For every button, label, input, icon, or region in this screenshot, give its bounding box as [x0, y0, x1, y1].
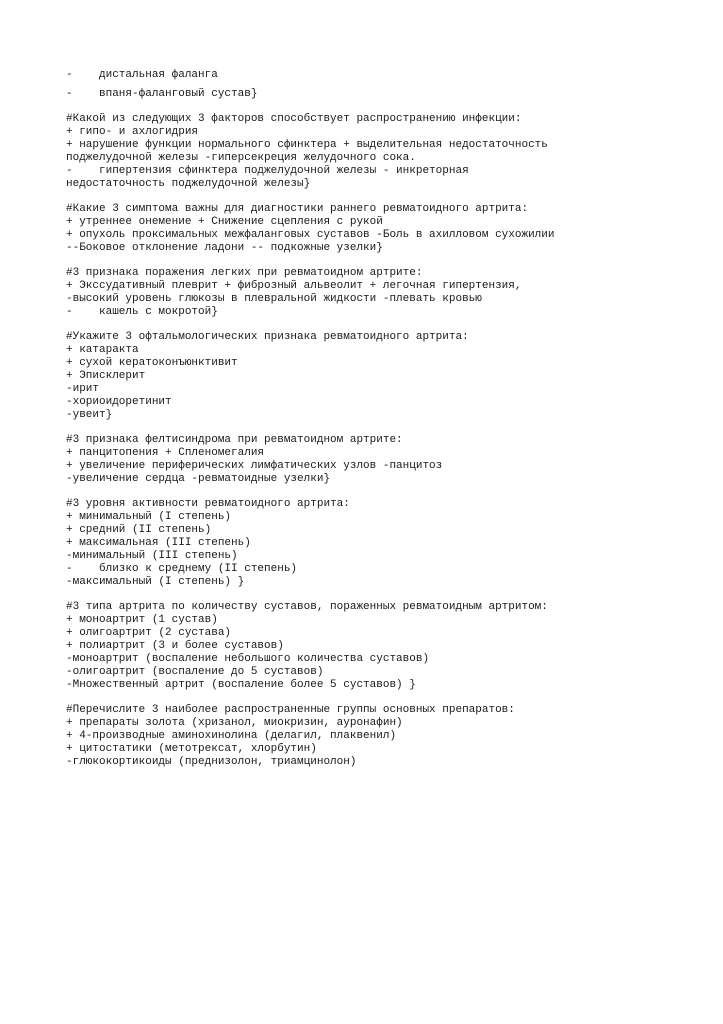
answer-line: + нарушение функции нормального сфинктера + выделительная недостаточность: [66, 139, 548, 151]
answer-line: + утреннее онемение + Снижение сцепления с рукой: [66, 216, 383, 228]
question-block-lung-signs: [66, 267, 666, 319]
document-text: [66, 69, 666, 781]
answer-line: - кашель с мокротой}: [66, 306, 218, 318]
answer-line: + полиартрит (3 и более суставов): [66, 640, 284, 652]
question-line: #Какой из следующих 3 факторов способствует распространению инфекции:: [66, 113, 522, 125]
answer-line: + 4-производные аминохинолина (делагил, плаквенил): [66, 730, 397, 742]
answer-line: -олигоартрит (воспаление до 5 суставов): [66, 666, 324, 678]
question-block-infection-factors: [66, 113, 666, 191]
question-block-eye-signs: [66, 331, 666, 422]
answer-line: + моноартрит (1 сустав): [66, 614, 218, 626]
question-line: #3 уровня активности ревматоидного артрита:: [66, 498, 350, 510]
answer-line: -максимальный (I степень) }: [66, 576, 245, 588]
question-line: #Перечислите 3 наиболее распространенные группы основных препаратов:: [66, 704, 515, 716]
question-line: #3 типа артрита по количеству суставов, пораженных ревматоидным артритом:: [66, 601, 548, 613]
answer-line: недостаточность поджелудочной железы}: [66, 178, 311, 190]
answer-line: -глюкокортикоиды (преднизолон, триамцинолон): [66, 756, 357, 768]
answer-line: + гипо- и ахлогидрия: [66, 126, 199, 138]
block-fragment-end: [66, 69, 666, 101]
question-line: #3 признака фелтисиндрома при ревматоидном артрите:: [66, 434, 403, 446]
answer-line: + максимальная (III степень): [66, 537, 251, 549]
answer-line: - гипертензия сфинктера поджелудочной железы - инкреторная: [66, 165, 469, 177]
answer-line: -минимальный (III степень): [66, 550, 238, 562]
answer-line: + олигоартрит (2 сустава): [66, 627, 232, 639]
answer-line: + сухой кератоконъюнктивит: [66, 357, 238, 369]
question-line: #3 признака поражения легких при ревматоидном артрите:: [66, 267, 423, 279]
answer-line: -хориоидоретинит: [66, 396, 172, 408]
answer-line: + цитостатики (метотрексат, хлорбутин): [66, 743, 317, 755]
answer-line: + увеличение периферических лимфатических узлов -панцитоз: [66, 460, 443, 472]
answer-line: + средний (II степень): [66, 524, 212, 536]
answer-line: --Боковое отклонение ладони -- подкожные узелки}: [66, 242, 383, 254]
question-block-activity-levels: [66, 498, 666, 589]
answer-line: + катаракта: [66, 344, 139, 356]
answer-line: -моноартрит (воспаление небольшого количества суставов): [66, 653, 430, 665]
answer-line: + опухоль проксимальных межфаланговых суставов -Боль в ахилловом сухожилии: [66, 229, 555, 241]
answer-line: -Множественный артрит (воспаление более 5 суставов) }: [66, 679, 416, 691]
text-line: - впаня-фаланговый сустав}: [66, 88, 258, 100]
question-block-felty-syndrome: [66, 434, 666, 486]
answer-line: + Эписклерит: [66, 370, 146, 382]
answer-line: -увеит}: [66, 409, 113, 421]
question-line: #Какие 3 симптома важны для диагностики раннего ревматоидного артрита:: [66, 203, 529, 215]
answer-line: -увеличение сердца -ревматоидные узелки}: [66, 473, 331, 485]
text-line: - дистальная фаланга: [66, 69, 218, 81]
answer-line: + панцитопения + Спленомегалия: [66, 447, 265, 459]
answer-line: -высокий уровень глюкозы в плевральной жидкости -плевать кровью: [66, 293, 482, 305]
answer-line: -ирит: [66, 383, 100, 395]
answer-line: + Экссудативный плеврит + фиброзный альвеолит + легочная гипертензия,: [66, 280, 522, 292]
question-line: #Укажите 3 офтальмологических признака ревматоидного артрита:: [66, 331, 469, 343]
question-block-early-ra-symptoms: [66, 203, 666, 255]
question-block-arthritis-types: [66, 601, 666, 692]
answer-line: + минимальный (I степень): [66, 511, 232, 523]
answer-line: + препараты золота (хризанол, миокризин, ауронафин): [66, 717, 403, 729]
answer-line: поджелудочной железы -гиперсекреция желудочного сока.: [66, 152, 416, 164]
answer-line: - близко к среднему (II степень): [66, 563, 298, 575]
question-block-drug-groups: [66, 704, 666, 769]
